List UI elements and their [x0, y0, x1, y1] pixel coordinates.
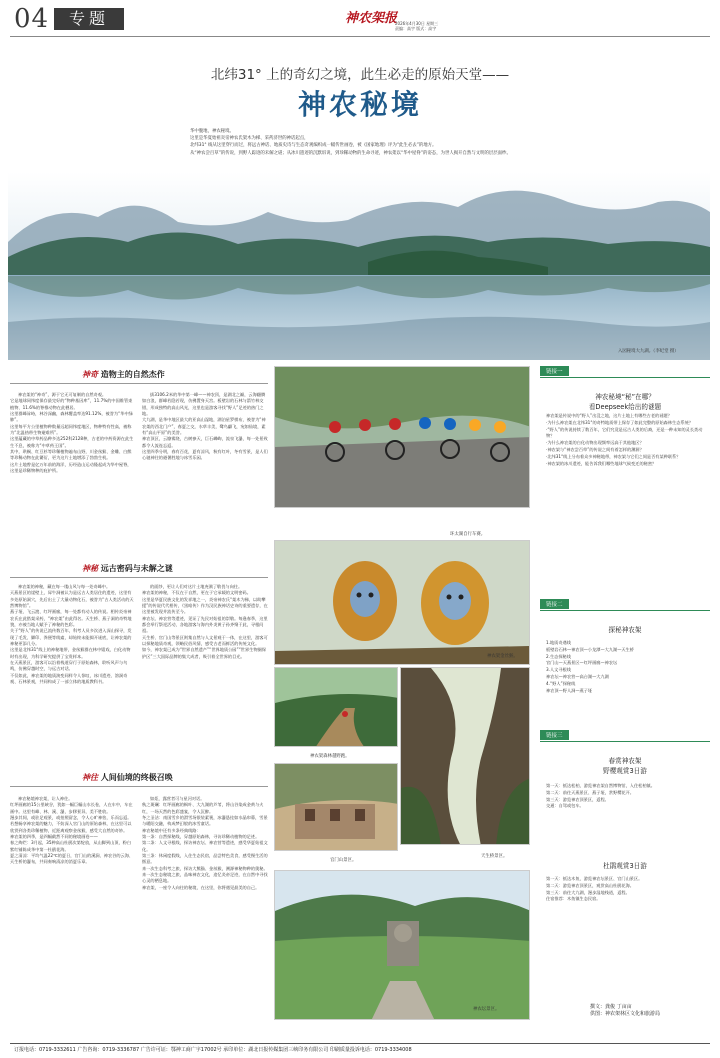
section2-title: 远古密码与未解之谜 [100, 564, 173, 573]
section1-rule [10, 383, 268, 384]
section1-col2: 拔3106.2米的华中第一峰——神农顶，是湖北之巅，云海翻腾如白浪，群峰若隐若现，仿佛置身天宫。板壁岩的石林与箭竹林交错，形成独特的高山风光，这里也是游客寻找“野人”足迹的热门之地。 大九湖，是华中地区最大的亚高山湿地，湖泊星罗棋布，被誉为“神农架的西北门户”，春夏之交，水草丰美，鹭鸟翩飞，宛如仙境，素有“高山平原”的美誉。 神农顶区，云缭雾绕，古树参天，巨石嶙峋，流泉飞瀑，每一处景致都令人流连忘返。 这里四季分明，春有百花，夏有凉风，秋有红叶，冬有雪景，是人们心驰神往的避暑胜地与冰雪乐园。 [142, 392, 268, 461]
section3-col1: 神农秘境神农架，让人神往。 红坪画廊的15公里峡谷，犹如一幅巨幅山水长卷，人在车中，车在画中。这里有峰、林、溪、瀑，步移景异，美不胜收。 漫步其间，或驻足观景，或拍照留念，令人心旷神怡，乐而忘返。 若想畅享神农架的魅力，不妨深入官门山的原始森林，在这里可以欣赏到各类珍稀植物，近距离观察金丝猴，感受大自然的奇妙。 神农架的四季，是四幅截然不同的秘境画卷—— 春之绚烂：3月起，35种高山杜鹃次第绽放，从山脚到山顶，粉白紫红铺陈成华中第一杜鹃花海。 夏之清凉：平均气温22℃的夏日，官门山的溪涧、神农谷的云海、天生桥的瀑布，共同奏响清凉的消夏乐章。 [10, 796, 134, 865]
box3-title [540, 755, 710, 775]
forest-caption: 神农架森林越野跑。 [310, 754, 350, 759]
section1-col1: 神农架的“神奇”，源于它无可复制的自然奇观。 它是地球同纬度保存最完好的“物种基因库”，11.7%的中国维管束植物、11.6%的脊椎动物在此栖居。 这里群峰耸峙，林谷深幽，森林覆盖率达91.12%，被誉为“华中绿肺”。 这里每平方公里植物种数量远超同纬度地区，物种特有性高，被称为“北温热带生物避难所”。 这里蕴藏的中草药品种多达252科2128种，古老的中药资源在此生生不息，被称为“中草药王国”。 其中，珙桐、红豆杉等珍稀植物遍布山野，川金丝猴、金雕、白熊等珍稀动物在此繁衍，更为这片土地增添了勃勃生机。 这片土地曾是亿万年前的海洋，历经造山运动隆起成为华中屋脊，这里是珍稀物种的庇护所。 [10, 392, 134, 474]
hero-landscape-photo [8, 172, 710, 360]
village-caption: 官门山景区。 [330, 858, 357, 863]
box1-title-b: 看Deepseek给出的谜题 [588, 403, 662, 411]
altar-photo [274, 870, 530, 1020]
section2-rule [10, 577, 268, 578]
link3-tab: 链接三 [540, 730, 569, 740]
cycling-photo [274, 366, 530, 508]
monkeys-photo [274, 540, 530, 665]
village-photo [274, 763, 398, 851]
section2-heading [82, 563, 173, 574]
altar-caption: 神农坛景区。 [473, 1007, 500, 1012]
section2-col2: 的面纱，更让人们对这片土地充满了敬畏与向往。 神农架的神秘，不仅在于自然，更在于它承载的文明密码。 这里是华夏民族文化的发祥地之一，炎帝神农氏“架木为梯，以助攀援”的传说代代相传，《黑暗传》作为汉民族神话史诗的重要遗存，在这里被发现并流传至今。 神农坛、神农营等遗迹，见证了先民对始祖的崇敬。每逢春季，这里都会举行祭祀活动，各地游客与海内外炎黄子孙齐聚于此，寻根问祖。 天生桥、官门山等景区则集自然与人文景观于一体，在这里，游客可以探秘地质奇观，领略民俗风情，感受古老而鲜活的传统文化。 如今，神农架已成为“世界自然遗产”“世界地质公园”“世界生物圈保护区”三大国际品牌的集大成者，吸引着全世界的目光。 [142, 584, 268, 659]
footer-info: 订报电话：0719-3332611 广告咨询：0719-3336787 广告许可证：鄂神工商广字17002号 承印单位：湖北日报传媒集团三峡印务有限公司 印刷质量投诉电话：0719-3334008 [14, 1047, 412, 1053]
section1-title: 造物主的自然杰作 [100, 370, 165, 379]
section2-col1: 神农架的神秘，藏在每一缕山风与每一处奇峰中。 天燕景区的崖壁上，犀牛洞被认为是远古人类居住的遗迹，这里有多处原始洞穴，先后出土了大量动物化石，被誉为“古人类活动的天然博物馆”。 燕子垭、飞云渡、红坪画廊，每一处都有动人的传说。相传炎帝神农氏在此搭架采药，“神农架”由此得名。天生桥、燕子洞的奇特地貌，亦被当地人赋予了神秘的色彩。 关于“野人”的传说已流传数百年，科考人员多次进入深山探寻，发现了毛发、脚印、粪便等线索，却始终未能揭开谜底，让神农架的神秘更添几分。 这里是北纬31°线上的神秘地带，金丝猴群在林中嬉戏，白化动物时有出现，为科学研究提供了宝贵样本。 在天燕景区，游客可以沿着栈道穿行于原始森林，聆听风声与鸟鸣，仿佛穿越时空，与远古对话。 不仅如此，神农架的地质演变同样令人惊叹，冰川遗迹、溶洞奇观、石林景观，共同构成了一部立体的地质教科书。 [10, 584, 134, 685]
section3-heading [82, 772, 173, 783]
section1-mark: 神奇 [82, 369, 98, 379]
box4-title: 杜鹃观赏3日游 [603, 862, 647, 870]
box1-title-a: 神农秘境“秘”在哪？ [595, 393, 655, 401]
link1-tab: 链接一 [540, 366, 569, 376]
section2-mark: 神秘 [82, 563, 98, 573]
section-label: 专题 [54, 8, 124, 30]
cave-caption: 天生桥景区。 [481, 854, 508, 859]
editors: 责编：高宇 版式：高宇 [395, 26, 437, 31]
box1-body: 神农架是传说中的“野人”出没之地，这片土地上有哪些古老的谜题？ ·为什么神农架在北纬31°的奇特地质带上保存了如此完整的原始森林生态系统？ ·“野人”的传说持续了数百年，它们究竟是远古人类的后裔，还是一种未知的灵长类动物？ ·为什么神农架的白化动物出现频率远高于其他地区？ ·神农架与“神农尝百草”的传说之间有着怎样的渊源？ ·北纬31°线上分布着众多神秘地带，神农架与它们之间是否有某种联系？ ·神农架的冰川遗迹，能告诉我们哪些地球气候变迁的秘密？ [546, 413, 703, 466]
section3-col2: 如炬，露营者可与星河对话。 秋之斑斓：红坪画廊的枫叶、大九湖的芦苇，将山谷染成金黄与火红，一场天然的色彩盛宴，令人沉醉。 冬之圣洁：南国雪乡的滑雪场银装素裹，冰瀑悬挂如水晶帘幕，雪景与暖阳交融，构成梦幻般的冰雪童话。 神农秘境中还有多条经典线路： 第一条：自然探秘线，穿越原始森林，寻访珍稀动植物的足迹。 第二条：人文寻根线，探访神农坛、神农营等遗迹，感受华夏始祖文化。 第三条：休闲度假线，入住生态民宿，品尝特色美食，感受慢生活的惬意。 来一次生态科考之旅，探访大熊猫、金丝猴，溯源神秘物种的奥秘。 来一次生态秘境之旅，品味神农文化，追忆炎帝足迹，在自然中寻找心灵的栖息地。 神农架，一座令人向往的秘境，在这里，你将遇见最美的自己。 [142, 796, 268, 890]
link3-rule [540, 741, 710, 742]
forest-photo [274, 667, 398, 747]
box2-title: 探秘神农架 [608, 626, 642, 634]
subtitle: 北纬31° 上的奇幻之境，此生必走的原始天堂—— [210, 67, 510, 83]
lede-text: 华中腹地，神农秘境。 这里是华夏始祖炎帝神农氏架木为梯、采药济世的神话起点， 北纬31° 线从这里穿行而过，将远古神话、地质史诗与生态奇观编织成一幅传世画卷，被《国家地理》评为“此生必去”的地方。 从“神农尝百草”的传说，到野人踪迹的未解之谜；从冰川遗迹的沉默诉说，到珍稀动物的生命寻迹，神农架以“华中屋脊”的姿态，为世人揭开自然与文明的层层面纱。 [190, 129, 511, 156]
section3-mark: 神往 [82, 772, 98, 782]
link1-rule [540, 377, 710, 378]
main-title: 神农秘境 [297, 88, 422, 121]
credits-writer: 撰文：龚俊 丁亩亩 [590, 1004, 632, 1010]
cave-photo [400, 667, 530, 845]
link2-rule [540, 610, 710, 611]
section3-rule [10, 786, 268, 787]
box2-body: 1.地质奇遇线 板壁岩石林—神农顶—小龙潭—大九湖—天生桥 2.生态探秘线 官门山—天燕景区—红坪画廊—神农坛 3.人文寻根线 神农坛—神农营—高台湖—大九湖 4.“野人”探秘线 神农顶—野人洞—燕子垭 [546, 640, 634, 693]
link2-tab: 链接二 [540, 599, 569, 609]
page-number: 04 [14, 4, 50, 34]
section3-title: 人间仙境的终极召唤 [100, 773, 173, 782]
box4-body: 第一天：抵达木鱼，游览神农坛景区、官门山景区。 第二天：游览神农顶景区，观赏高山杜鹃花海。 第三天：前往大九湖，漫步湿地栈道，返程。 住宿推荐：木鱼镇生态民宿。 [546, 876, 643, 902]
issue-date: 2026年4月30日 星期三 [395, 21, 439, 26]
newspaper-logo: 神农架报 [345, 11, 398, 26]
header-meta [395, 21, 438, 31]
hero-caption: 入园秘境大九湖。（李纪堂 摄） [618, 349, 679, 354]
monkeys-caption: 神农架金丝猴。 [487, 654, 518, 659]
box3-body: 第一天：抵达松柏，游览神农架自然博物馆，入住松柏镇。 第二天：前往天燕景区、燕子垭，赏野樱花开。 第三天：游览神农顶景区，返程。 交通：自驾或包车。 [546, 783, 655, 809]
section1-heading [82, 369, 165, 380]
box1-title [540, 391, 710, 411]
credits-photos: 供图：神农架林区文化和旅游局 [590, 1010, 661, 1017]
credits [590, 1004, 660, 1017]
header-rule [10, 36, 710, 37]
cycling-caption: 环太湖自行车赛。 [450, 532, 486, 537]
footer-rule [10, 1043, 710, 1044]
box3-title-b: 野樱观赏3日游 [603, 767, 647, 775]
box3-title-a: 春赏神农架 [608, 757, 642, 765]
